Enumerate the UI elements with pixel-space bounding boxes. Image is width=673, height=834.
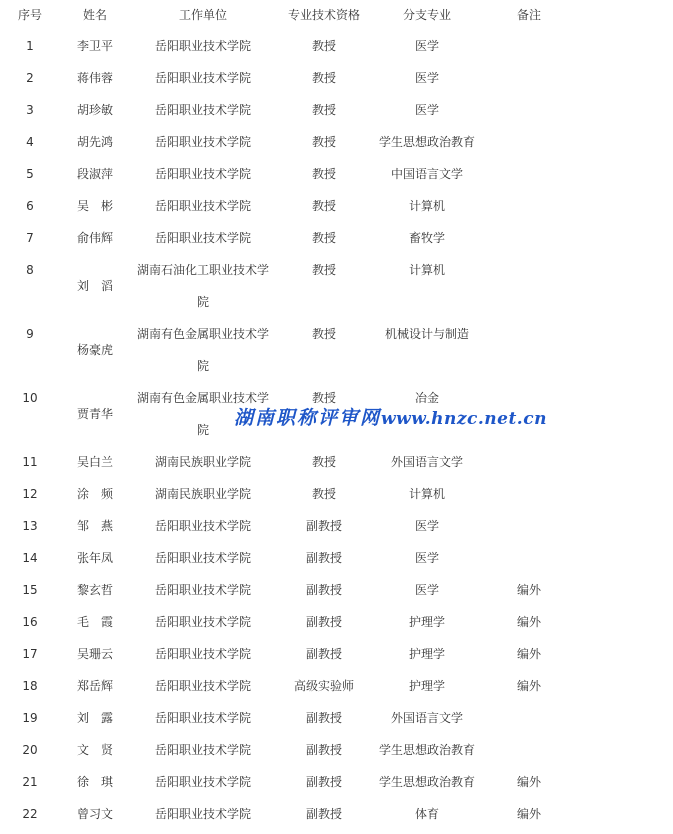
row-major: 计算机 xyxy=(408,263,445,277)
row-name: 徐 琪 xyxy=(76,775,113,789)
header-no: 序号 xyxy=(17,8,42,22)
row-major: 护理学 xyxy=(408,647,445,661)
watermark-url: www.hnzc.net.cn xyxy=(381,409,547,429)
table-row xyxy=(0,30,673,62)
row-qualification: 教授 xyxy=(311,71,336,85)
row-unit: 岳阳职业技术学院 xyxy=(154,231,251,245)
row-note: 编外 xyxy=(516,647,541,661)
row-qualification: 副教授 xyxy=(305,519,342,533)
row-name: 毛 霞 xyxy=(76,615,113,629)
row-major: 医学 xyxy=(414,103,439,117)
row-no: 17 xyxy=(22,647,38,661)
row-note: 编外 xyxy=(516,679,541,693)
row-major: 学生思想政治教育 xyxy=(378,743,475,757)
row-qualification: 副教授 xyxy=(305,807,342,821)
row-no: 6 xyxy=(26,199,34,213)
row-name: 刘 滔 xyxy=(76,279,113,293)
row-unit: 岳阳职业技术学院 xyxy=(154,135,251,149)
row-name: 刘 露 xyxy=(76,711,113,725)
row-qualification: 教授 xyxy=(311,231,336,245)
row-unit: 岳阳职业技术学院 xyxy=(154,39,251,53)
row-no: 3 xyxy=(26,103,34,117)
table-row xyxy=(0,574,673,606)
row-major: 计算机 xyxy=(408,199,445,213)
row-qualification: 副教授 xyxy=(305,615,342,629)
row-name: 吴白兰 xyxy=(76,455,113,469)
row-unit: 岳阳职业技术学院 xyxy=(154,775,251,789)
row-unit: 岳阳职业技术学院 xyxy=(154,167,251,181)
row-major: 医学 xyxy=(414,71,439,85)
row-qualification: 副教授 xyxy=(305,583,342,597)
row-name: 吴 彬 xyxy=(76,199,113,213)
row-name: 俞伟辉 xyxy=(76,231,113,245)
row-unit: 岳阳职业技术学院 xyxy=(154,583,251,597)
row-name: 曾习文 xyxy=(76,807,113,821)
row-no: 11 xyxy=(22,455,38,469)
row-qualification: 教授 xyxy=(311,167,336,181)
row-no: 13 xyxy=(22,519,38,533)
row-unit: 岳阳职业技术学院 xyxy=(154,551,251,565)
row-major: 医学 xyxy=(414,519,439,533)
table-row xyxy=(0,62,673,94)
row-name: 文 贤 xyxy=(76,743,113,757)
row-unit: 岳阳职业技术学院 xyxy=(154,647,251,661)
row-qualification: 高级实验师 xyxy=(293,679,354,693)
row-major: 冶金 xyxy=(414,391,439,405)
row-major: 学生思想政治教育 xyxy=(378,775,475,789)
header-qualification: 专业技术资格 xyxy=(287,8,360,22)
row-name: 涂 频 xyxy=(76,487,113,501)
row-major: 护理学 xyxy=(408,679,445,693)
row-name: 段淑萍 xyxy=(76,167,113,181)
site-watermark xyxy=(234,405,547,431)
table-row xyxy=(0,670,673,702)
row-unit: 岳阳职业技术学院 xyxy=(154,103,251,117)
row-name: 吴珊云 xyxy=(76,647,113,661)
row-unit: 湖南有色金属职业技术学院 xyxy=(136,327,269,373)
row-major: 畜牧学 xyxy=(408,231,445,245)
table-row xyxy=(0,510,673,542)
row-major: 机械设计与制造 xyxy=(384,327,469,341)
watermark-cn: 湖南职称评审网 xyxy=(234,407,382,429)
row-qualification: 教授 xyxy=(311,327,336,341)
row-major: 医学 xyxy=(414,583,439,597)
row-name: 胡珍敏 xyxy=(76,103,113,117)
table-row xyxy=(0,222,673,254)
header-unit: 工作单位 xyxy=(178,8,227,22)
row-unit: 岳阳职业技术学院 xyxy=(154,679,251,693)
table-row xyxy=(0,702,673,734)
table-row xyxy=(0,606,673,638)
row-qualification: 副教授 xyxy=(305,647,342,661)
row-unit: 湖南有色金属职业技术学院 xyxy=(136,391,269,437)
table-header xyxy=(0,0,673,30)
row-unit: 湖南石油化工职业技术学院 xyxy=(136,263,269,309)
row-major: 中国语言文学 xyxy=(390,167,463,181)
row-no: 2 xyxy=(26,71,34,85)
row-name: 李卫平 xyxy=(76,39,113,53)
row-unit: 岳阳职业技术学院 xyxy=(154,807,251,821)
table-row xyxy=(0,446,673,478)
table-row xyxy=(0,542,673,574)
row-name: 张年凤 xyxy=(76,551,113,565)
row-unit: 湖南民族职业学院 xyxy=(154,487,251,501)
row-no: 4 xyxy=(26,135,34,149)
row-major: 医学 xyxy=(414,39,439,53)
row-unit: 岳阳职业技术学院 xyxy=(154,199,251,213)
row-no: 5 xyxy=(26,167,34,181)
row-major: 外国语言文学 xyxy=(390,711,463,725)
row-qualification: 教授 xyxy=(311,135,336,149)
row-qualification: 副教授 xyxy=(305,775,342,789)
table-row xyxy=(0,158,673,190)
row-qualification: 副教授 xyxy=(305,743,342,757)
row-no: 9 xyxy=(26,327,34,341)
row-unit: 岳阳职业技术学院 xyxy=(154,743,251,757)
row-unit: 岳阳职业技术学院 xyxy=(154,71,251,85)
row-note: 编外 xyxy=(516,775,541,789)
row-major: 计算机 xyxy=(408,487,445,501)
row-note: 编外 xyxy=(516,615,541,629)
row-no: 19 xyxy=(22,711,38,725)
row-major: 护理学 xyxy=(408,615,445,629)
row-qualification: 教授 xyxy=(311,263,336,277)
row-no: 14 xyxy=(22,551,38,565)
row-name: 蒋伟蓉 xyxy=(76,71,113,85)
row-qualification: 教授 xyxy=(311,455,336,469)
row-no: 22 xyxy=(22,807,38,821)
row-major: 外国语言文学 xyxy=(390,455,463,469)
row-unit: 湖南民族职业学院 xyxy=(154,455,251,469)
table-row xyxy=(0,94,673,126)
table-row xyxy=(0,734,673,766)
row-name: 贾青华 xyxy=(76,407,113,421)
row-no: 8 xyxy=(26,263,34,277)
row-name: 郑岳辉 xyxy=(76,679,113,693)
table-row xyxy=(0,126,673,158)
row-qualification: 教授 xyxy=(311,199,336,213)
row-no: 10 xyxy=(22,391,38,405)
row-name: 黎玄哲 xyxy=(76,583,113,597)
row-qualification: 教授 xyxy=(311,391,336,405)
table-row xyxy=(0,254,673,318)
row-qualification: 教授 xyxy=(311,487,336,501)
row-major: 体育 xyxy=(414,807,439,821)
row-qualification: 教授 xyxy=(311,39,336,53)
row-qualification: 副教授 xyxy=(305,551,342,565)
row-no: 15 xyxy=(22,583,38,597)
table-row xyxy=(0,798,673,830)
table-row xyxy=(0,766,673,798)
row-no: 21 xyxy=(22,775,38,789)
table-row xyxy=(0,478,673,510)
row-qualification: 教授 xyxy=(311,103,336,117)
row-unit: 岳阳职业技术学院 xyxy=(154,519,251,533)
row-unit: 岳阳职业技术学院 xyxy=(154,711,251,725)
row-no: 18 xyxy=(22,679,38,693)
header-note: 备注 xyxy=(516,8,541,22)
row-unit: 岳阳职业技术学院 xyxy=(154,615,251,629)
row-name: 胡先鸿 xyxy=(76,135,113,149)
row-no: 16 xyxy=(22,615,38,629)
row-no: 20 xyxy=(22,743,38,757)
row-qualification: 副教授 xyxy=(305,711,342,725)
row-name: 邹 燕 xyxy=(76,519,113,533)
row-no: 12 xyxy=(22,487,38,501)
header-major: 分支专业 xyxy=(402,8,451,22)
table-row xyxy=(0,638,673,670)
header-name: 姓名 xyxy=(82,8,107,22)
row-no: 7 xyxy=(26,231,34,245)
row-no: 1 xyxy=(26,39,34,53)
row-major: 学生思想政治教育 xyxy=(378,135,475,149)
table-row xyxy=(0,190,673,222)
table-row xyxy=(0,318,673,382)
row-name: 杨豪虎 xyxy=(76,343,113,357)
row-note: 编外 xyxy=(516,583,541,597)
row-major: 医学 xyxy=(414,551,439,565)
row-note: 编外 xyxy=(516,807,541,821)
